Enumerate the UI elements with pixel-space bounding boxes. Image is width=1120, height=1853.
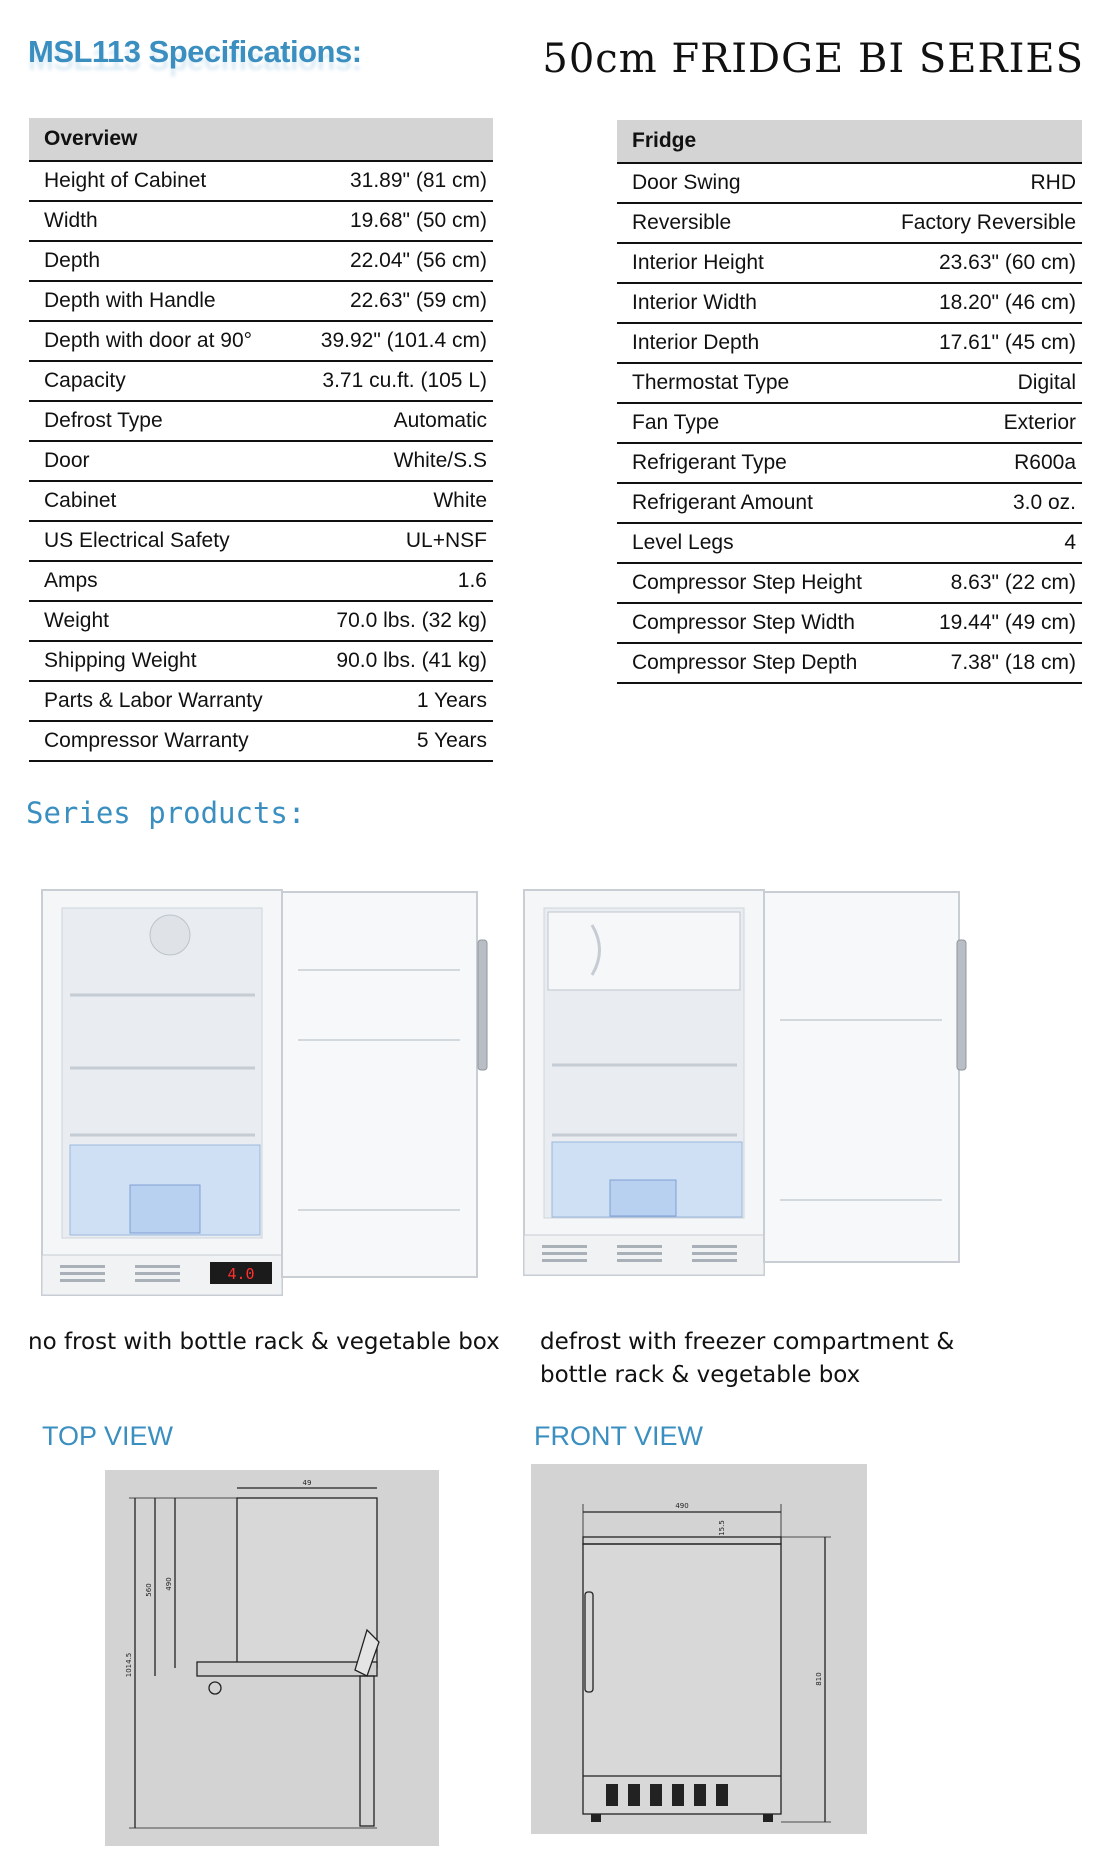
fridge-value: RHD: [878, 163, 1082, 203]
fridge-label: Compressor Step Depth: [617, 643, 878, 683]
fridge-row: [617, 163, 1082, 203]
top-view-dim-width: 49: [302, 1479, 312, 1487]
overview-row: [29, 681, 493, 721]
front-view-dim-width: 490: [675, 1502, 689, 1510]
front-view-title: FRONT VIEW: [534, 1421, 704, 1451]
overview-table: [29, 118, 493, 762]
series-products-title: Series products:: [26, 796, 306, 830]
front-view-dim-top: 15.5: [718, 1520, 726, 1536]
overview-label: Depth with door at 90°: [29, 321, 289, 361]
fridge-value: Factory Reversible: [878, 203, 1082, 243]
fridge-label: Refrigerant Type: [617, 443, 878, 483]
fridge-label: Compressor Step Height: [617, 563, 878, 603]
fridge-value: 8.63" (22 cm): [878, 563, 1082, 603]
overview-label: Depth: [29, 241, 289, 281]
overview-row: [29, 521, 493, 561]
overview-label: Defrost Type: [29, 401, 289, 441]
fridge-row: [617, 363, 1082, 403]
overview-label: Height of Cabinet: [29, 161, 289, 201]
overview-row: [29, 321, 493, 361]
overview-label: Cabinet: [29, 481, 289, 521]
overview-label: Amps: [29, 561, 289, 601]
top-view-drawing: [105, 1470, 439, 1846]
overview-value: 90.0 lbs. (41 kg): [289, 641, 493, 681]
caption-defrost-line1: defrost with freezer compartment &: [540, 1329, 955, 1355]
overview-label: Width: [29, 201, 289, 241]
fridge-label: Door Swing: [617, 163, 878, 203]
fridge-row: [617, 643, 1082, 683]
overview-row: [29, 721, 493, 761]
overview-label: Shipping Weight: [29, 641, 289, 681]
fridge-label: Interior Depth: [617, 323, 878, 363]
top-view-dim-inner: 490: [165, 1577, 173, 1591]
fridge-row: [617, 443, 1082, 483]
overview-value: 31.89" (81 cm): [289, 161, 493, 201]
overview-row: [29, 481, 493, 521]
caption-defrost-line2: bottle rack & vegetable box: [540, 1362, 861, 1388]
fridge-row: [617, 323, 1082, 363]
overview-value: UL+NSF: [289, 521, 493, 561]
top-view-title: TOP VIEW: [42, 1421, 174, 1451]
fridge-label: Compressor Step Width: [617, 603, 878, 643]
front-view-dim-height: 810: [815, 1672, 823, 1686]
fridge-row: [617, 523, 1082, 563]
fridge-row: [617, 603, 1082, 643]
fridge-value: 18.20" (46 cm): [878, 283, 1082, 323]
fridge-label: Level Legs: [617, 523, 878, 563]
overview-row: [29, 281, 493, 321]
fridge-value: 17.61" (45 cm): [878, 323, 1082, 363]
overview-label: Capacity: [29, 361, 289, 401]
top-view-dim-depth: 560: [145, 1583, 153, 1597]
fridge-value: Exterior: [878, 403, 1082, 443]
overview-value: White: [289, 481, 493, 521]
overview-heading: Overview: [29, 118, 493, 161]
page-title: MSL113 Specifications:: [28, 34, 362, 69]
overview-label: Depth with Handle: [29, 281, 289, 321]
overview-row: [29, 561, 493, 601]
overview-value: White/S.S: [289, 441, 493, 481]
overview-label: Weight: [29, 601, 289, 641]
fridge-label: Interior Height: [617, 243, 878, 283]
series-title: 50cm FRIDGE BI SERIES: [542, 36, 1084, 82]
overview-row: [29, 361, 493, 401]
overview-value: 22.04" (56 cm): [289, 241, 493, 281]
overview-value: 22.63" (59 cm): [289, 281, 493, 321]
fridge-label: Refrigerant Amount: [617, 483, 878, 523]
fridge-label: Interior Width: [617, 283, 878, 323]
fridge-row: [617, 243, 1082, 283]
fridge-value: 3.0 oz.: [878, 483, 1082, 523]
overview-row: [29, 241, 493, 281]
overview-label: Compressor Warranty: [29, 721, 289, 761]
overview-row: [29, 401, 493, 441]
fridge-label: Fan Type: [617, 403, 878, 443]
fridge-label: Reversible: [617, 203, 878, 243]
overview-label: Door: [29, 441, 289, 481]
fridge-value: 4: [878, 523, 1082, 563]
overview-row: [29, 641, 493, 681]
fridge-row: [617, 563, 1082, 603]
fridge-value: R600a: [878, 443, 1082, 483]
overview-value: 39.92" (101.4 cm): [289, 321, 493, 361]
front-view-drawing: [531, 1464, 867, 1834]
product-image-nofrost: [40, 880, 492, 1300]
overview-value: Automatic: [289, 401, 493, 441]
fridge-value: 23.63" (60 cm): [878, 243, 1082, 283]
overview-value: 70.0 lbs. (32 kg): [289, 601, 493, 641]
overview-label: US Electrical Safety: [29, 521, 289, 561]
fridge-heading: Fridge: [617, 120, 1082, 163]
fridge-value: Digital: [878, 363, 1082, 403]
overview-value: 1.6: [289, 561, 493, 601]
overview-value: 19.68" (50 cm): [289, 201, 493, 241]
top-view-dim-total: 1014.5: [125, 1652, 133, 1678]
fridge-row: [617, 203, 1082, 243]
product-image-defrost: [522, 880, 974, 1280]
overview-row: [29, 441, 493, 481]
fridge-value: 7.38" (18 cm): [878, 643, 1082, 683]
fridge-row: [617, 403, 1082, 443]
fridge-table: [617, 120, 1082, 684]
overview-value: 5 Years: [289, 721, 493, 761]
overview-label: Parts & Labor Warranty: [29, 681, 289, 721]
fridge-row: [617, 283, 1082, 323]
caption-nofrost: no frost with bottle rack & vegetable box: [28, 1329, 500, 1355]
fridge-value: 19.44" (49 cm): [878, 603, 1082, 643]
overview-value: 1 Years: [289, 681, 493, 721]
fridge-row: [617, 483, 1082, 523]
overview-row: [29, 601, 493, 641]
overview-value: 3.71 cu.ft. (105 L): [289, 361, 493, 401]
temperature-display: 4.0: [227, 1265, 255, 1283]
overview-row: [29, 161, 493, 201]
overview-row: [29, 201, 493, 241]
fridge-label: Thermostat Type: [617, 363, 878, 403]
